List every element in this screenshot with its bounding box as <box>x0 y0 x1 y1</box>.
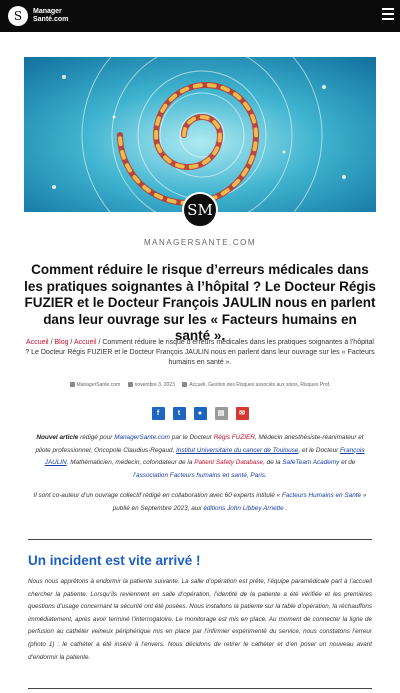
patient-safety-link[interactable]: Patient Safety Database <box>194 459 264 466</box>
user-icon <box>70 382 75 387</box>
article-title: Comment réduire le risque d’erreurs médicales dans les pratiques soignantes à l’hôpital ? Le Docteur Régis FUZIER et le Docteur François JAULIN nous en parlent dans leur ouvrage sur les « Facteurs humains en santé ». <box>24 262 376 343</box>
calendar-icon <box>128 382 133 387</box>
managersante-link[interactable]: ManagerSante.com <box>114 434 170 441</box>
section-body: Nous nous apprêtons à endormir la patiente suivante. La salle d’opération est prête, l’équipe paramédicale part à l’accueil chercher la patiente. Lorsqu’ils reviennent en salle d’opération, l’identité de la patiente a été vérifiée et les premières questions d’usage concernant la sécurité ont été posées. Nous installons la patiente sur la table d’opération, la réchauffons immédiatement, après avoir terminé l’interrogatoire. Le monitorage est mis en place. Au moment de connecter la ligne de perfusion au cathéter veineux périphérique mis en place par l’infirmier expérimenté du service, nous constatons l’erreur (photo 1) : le cathéter a été inséré à l’envers. Nous décidons de retirer le cathéter et d’en poser un nouveau avant d’endormir la patiente. <box>28 578 372 661</box>
spiral-people-image <box>24 57 376 212</box>
institut-link[interactable]: Institut Universitaire du cancer de Toulouse <box>176 446 299 454</box>
twitter-share-icon[interactable]: t <box>173 407 186 420</box>
book-title-link[interactable]: Facteurs Humains en Santé <box>281 492 362 499</box>
share-buttons <box>0 402 400 420</box>
print-icon[interactable]: ▤ <box>215 407 228 420</box>
breadcrumb-home-link[interactable]: Accueil <box>26 339 49 346</box>
logo-mark-icon: S <box>8 6 28 26</box>
top-navigation-bar <box>0 0 400 32</box>
publisher-link[interactable]: éditions John Libbey Arnette <box>203 504 284 512</box>
logo-text: Manager Santé.com <box>33 8 69 23</box>
facebook-share-icon[interactable]: f <box>152 407 165 420</box>
article-intro: Nouvel article rédigé pour ManagerSante.com par le Docteur Régis FUZIER, Médecin anesthésiste-réanimateur et pilote professionnel, Oncopole Claudius-Regaud, Institut Universitaire du cancer de Toulouse, et le Docteur François JAULIN, Mathématicien, médecin, cofondateur de la Patient Safety Database, de la SafeTeam Academy et de l’association Facteurs humains en santé, Paris. <box>35 434 365 479</box>
pinterest-share-icon[interactable]: ● <box>194 407 207 420</box>
post-meta <box>24 381 376 389</box>
breadcrumb: Accueil / Blog / Accueil / Comment réduire le risque d’erreurs médicales dans les pratiques soignantes à l’hôpital ? Le Docteur Régis FUZIER et le Docteur François JAULIN nous en parlent dans leur ouvrage sur les « Facteurs humains en santé ». <box>25 339 375 366</box>
breadcrumb-blog-link[interactable]: Blog <box>54 339 69 346</box>
post-date: novembre 3, 2023 <box>134 382 175 388</box>
hamburger-menu-icon[interactable] <box>382 8 394 21</box>
author-avatar[interactable]: SM <box>182 192 218 228</box>
folder-icon <box>182 382 187 387</box>
section-heading: Un incident est vite arrivé ! <box>28 553 201 568</box>
post-categories[interactable]: Accueil, Gestion des Risques associés aux soins, Risques Prof. <box>189 382 331 388</box>
site-name-label: MANAGERSANTE.COM <box>143 238 256 247</box>
post-author[interactable]: ManagerSante.com <box>76 382 121 388</box>
email-share-icon[interactable]: ✉ <box>236 407 249 420</box>
section-divider-bottom <box>28 688 372 689</box>
safeteam-link[interactable]: SafeTeam Academy <box>282 459 340 466</box>
association-link[interactable]: l’association Facteurs humains en santé, Paris <box>133 471 265 479</box>
coauthor-paragraph: Il sont co-auteur d’un ouvrage collectif rédigé en collaboration avec 60 experts intitulé « Facteurs Humains en Santé » publié en Septembre 2023, aux éditions John Libbey Arnette . <box>33 492 367 512</box>
jaulin-link[interactable]: François JAULIN <box>44 446 365 466</box>
breadcrumb-current: / Comment réduire le risque d’erreurs médicales dans les pratiques soignantes à l’hôpital ? Le Docteur Régis FUZIER et le Docteur François JAULIN nous en parlent dans leur ouvrage sur les « Facteurs humains en santé ». <box>25 339 375 366</box>
breadcrumb-category-link[interactable]: Accueil <box>73 339 97 346</box>
hero-illustration <box>24 57 376 212</box>
site-logo[interactable] <box>8 6 68 26</box>
section-divider <box>28 539 372 540</box>
